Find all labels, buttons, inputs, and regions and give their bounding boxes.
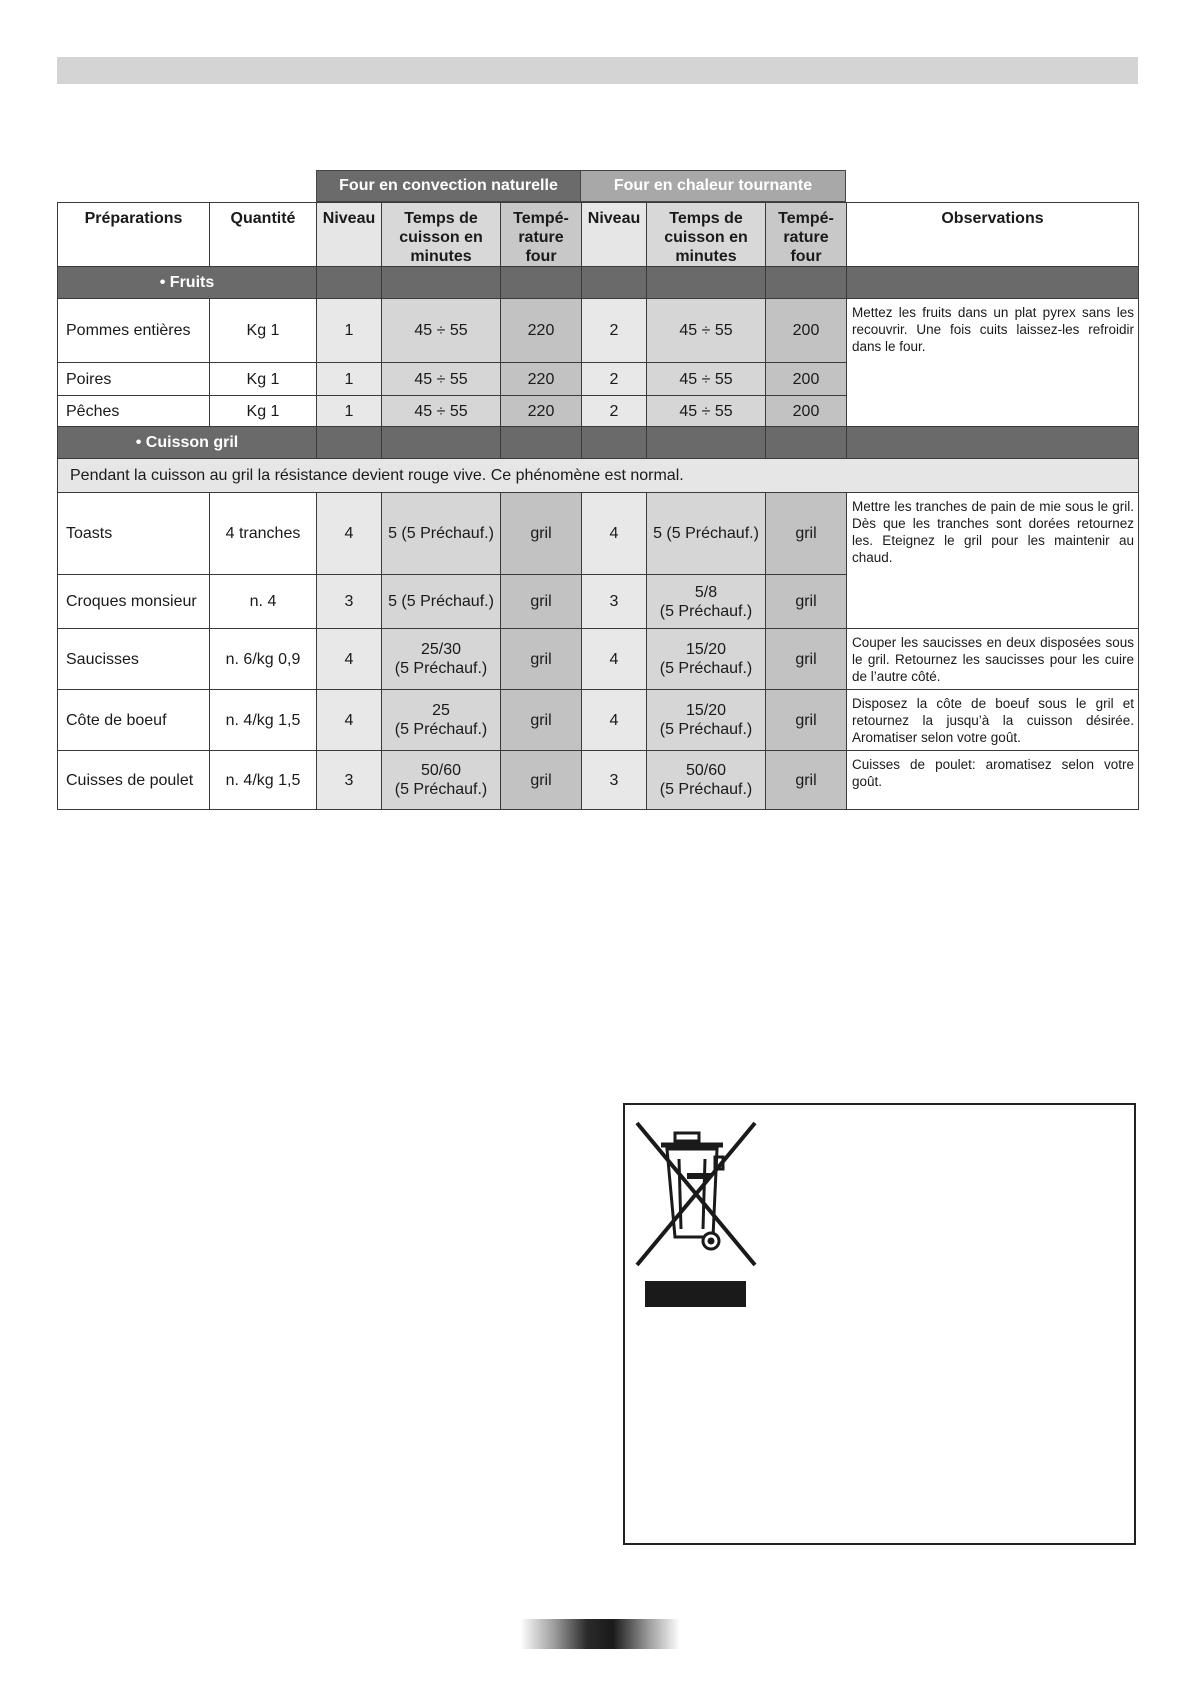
- temp-fan: gril: [766, 751, 847, 810]
- section-row-gril: [58, 427, 1139, 459]
- temp-natural: 220: [501, 396, 582, 427]
- time-natural: 45 ÷ 55: [382, 396, 501, 427]
- prep-name: Toasts: [58, 493, 210, 575]
- niveau-natural: 4: [317, 493, 382, 575]
- temp-fan: gril: [766, 690, 847, 751]
- temp-fan: 200: [766, 299, 847, 363]
- temp-natural: gril: [501, 629, 582, 690]
- page-number-tab: [520, 1619, 680, 1649]
- prep-name: Pêches: [58, 396, 210, 427]
- niveau-natural: 3: [317, 575, 382, 629]
- observation-saucisses: Couper les saucisses en deux disposées sous le gril. Retournez les saucisses pour les cuire de l’autre côté.: [847, 629, 1139, 690]
- niveau-natural: 1: [317, 299, 382, 363]
- temp-natural: gril: [501, 575, 582, 629]
- col-preparations: Préparations: [58, 203, 210, 267]
- niveau-fan: 4: [582, 629, 647, 690]
- prep-name: Poires: [58, 363, 210, 396]
- time-fan: 5/8 (5 Préchauf.): [647, 575, 766, 629]
- temp-fan: gril: [766, 629, 847, 690]
- header-bar: [57, 57, 1138, 84]
- time-natural: 25 (5 Préchauf.): [382, 690, 501, 751]
- gril-note: Pendant la cuisson au gril la résistance devient rouge vive. Ce phénomène est normal.: [58, 459, 1139, 493]
- observation-fruits: Mettez les fruits dans un plat pyrex sans les recouvrir. Une fois cuits laissez-les refroidir dans le four.: [847, 299, 1139, 427]
- time-natural: 45 ÷ 55: [382, 363, 501, 396]
- temp-natural: gril: [501, 493, 582, 575]
- col-observations: Observations: [847, 203, 1139, 267]
- temp-natural: gril: [501, 690, 582, 751]
- niveau-natural: 1: [317, 363, 382, 396]
- column-header-row: [58, 203, 1139, 267]
- quantity: n. 4: [210, 575, 317, 629]
- temp-fan: gril: [766, 493, 847, 575]
- group-header-natural-convection: Four en convection naturelle: [316, 170, 581, 202]
- col-niveau-natural: Niveau: [317, 203, 382, 267]
- prep-name: Pommes entières: [58, 299, 210, 363]
- prep-name: Croques monsieur: [58, 575, 210, 629]
- time-fan: 50/60 (5 Préchauf.): [647, 751, 766, 810]
- col-quantite: Quantité: [210, 203, 317, 267]
- temp-natural: gril: [501, 751, 582, 810]
- col-temps-natural: Temps de cuisson en minutes: [382, 203, 501, 267]
- group-header-fan-heat: Four en chaleur tournante: [581, 170, 846, 202]
- temp-natural: 220: [501, 299, 582, 363]
- niveau-natural: 1: [317, 396, 382, 427]
- temp-fan: gril: [766, 575, 847, 629]
- time-natural: 50/60 (5 Préchauf.): [382, 751, 501, 810]
- observation-cote-de-boeuf: Disposez la côte de boeuf sous le gril et retournez la jusqu’à la cuisson désirée. Aromatiser selon votre goût.: [847, 690, 1139, 751]
- temp-natural: 220: [501, 363, 582, 396]
- weee-black-bar: [645, 1281, 746, 1307]
- col-temps-fan: Temps de cuisson en minutes: [647, 203, 766, 267]
- quantity: Kg 1: [210, 396, 317, 427]
- observation-toasts: Mettre les tranches de pain de mie sous le gril. Dès que les tranches sont dorées retournez les. Eteignez le gril pour les maintenir au chaud.: [847, 493, 1139, 629]
- temp-fan: 200: [766, 396, 847, 427]
- quantity: Kg 1: [210, 363, 317, 396]
- time-natural: 5 (5 Préchauf.): [382, 575, 501, 629]
- crossed-out-bin-icon: [631, 1119, 761, 1269]
- quantity: 4 tranches: [210, 493, 317, 575]
- quantity: n. 4/kg 1,5: [210, 751, 317, 810]
- cooking-table: [57, 202, 1139, 810]
- niveau-fan: 3: [582, 575, 647, 629]
- niveau-natural: 3: [317, 751, 382, 810]
- niveau-fan: 2: [582, 363, 647, 396]
- weee-notice-box: [623, 1103, 1136, 1545]
- table-row: [58, 751, 1139, 810]
- table-row: [58, 629, 1139, 690]
- niveau-fan: 3: [582, 751, 647, 810]
- time-natural: 5 (5 Préchauf.): [382, 493, 501, 575]
- quantity: n. 6/kg 0,9: [210, 629, 317, 690]
- section-label-fruits: • Fruits: [58, 267, 317, 299]
- col-temp-fan: Tempé- rature four: [766, 203, 847, 267]
- time-fan: 15/20 (5 Préchauf.): [647, 629, 766, 690]
- niveau-fan: 2: [582, 396, 647, 427]
- niveau-fan: 2: [582, 299, 647, 363]
- quantity: n. 4/kg 1,5: [210, 690, 317, 751]
- temp-fan: 200: [766, 363, 847, 396]
- time-fan: 15/20 (5 Préchauf.): [647, 690, 766, 751]
- time-fan: 45 ÷ 55: [647, 396, 766, 427]
- observation-cuisses-de-poulet: Cuisses de poulet: aromatisez selon votre goût.: [847, 751, 1139, 810]
- niveau-fan: 4: [582, 690, 647, 751]
- quantity: Kg 1: [210, 299, 317, 363]
- section-row-fruits: [58, 267, 1139, 299]
- niveau-fan: 4: [582, 493, 647, 575]
- time-natural: 25/30 (5 Préchauf.): [382, 629, 501, 690]
- time-fan: 45 ÷ 55: [647, 299, 766, 363]
- note-row: [58, 459, 1139, 493]
- time-fan: 45 ÷ 55: [647, 363, 766, 396]
- prep-name: Cuisses de poulet: [58, 751, 210, 810]
- table-row: [58, 690, 1139, 751]
- section-label-gril: • Cuisson gril: [58, 427, 317, 459]
- col-niveau-fan: Niveau: [582, 203, 647, 267]
- niveau-natural: 4: [317, 629, 382, 690]
- table-row: [58, 299, 1139, 363]
- col-temp-natural: Tempé- rature four: [501, 203, 582, 267]
- prep-name: Côte de boeuf: [58, 690, 210, 751]
- time-natural: 45 ÷ 55: [382, 299, 501, 363]
- time-fan: 5 (5 Préchauf.): [647, 493, 766, 575]
- niveau-natural: 4: [317, 690, 382, 751]
- table-row: [58, 493, 1139, 575]
- prep-name: Saucisses: [58, 629, 210, 690]
